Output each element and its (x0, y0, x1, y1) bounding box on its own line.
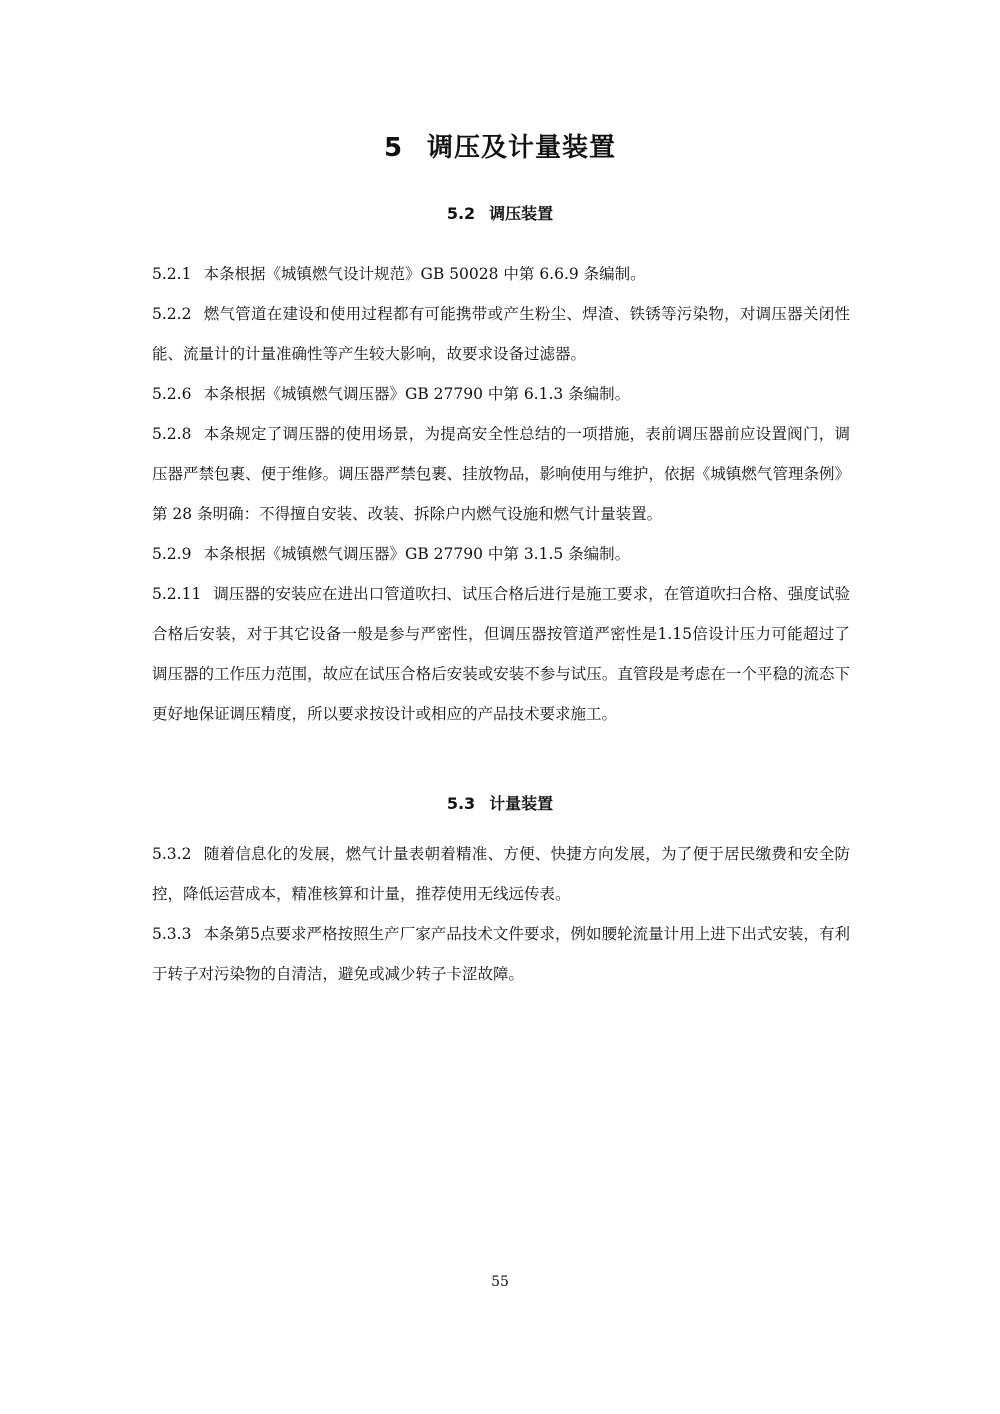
clause-text: 本条根据《城镇燃气调压器》GB 27790 中第 6.1.3 条编制。 (203, 385, 631, 403)
page-number: 55 (491, 1274, 509, 1290)
clause-paragraph (152, 834, 850, 914)
clause-number: 5.2.2 (152, 305, 192, 323)
clause-number: 5.2.1 (152, 265, 192, 283)
chapter-title (0, 128, 1000, 168)
section-title-text: 计量装置 (489, 794, 554, 813)
section-5-2-body (152, 254, 850, 734)
clause-number: 5.2.6 (152, 385, 192, 403)
clause-number: 5.3.2 (152, 845, 192, 863)
clause-paragraph (152, 254, 850, 294)
clause-number: 5.2.11 (152, 585, 202, 603)
section-title-text: 调压装置 (489, 204, 554, 223)
clause-text: 调压器的安装应在进出口管道吹扫、试压合格后进行是施工要求，在管道吹扫合格、强度试验合格后安装，对于其它设备一般是参与严密性，但调压器按管道严密性是1.15倍设计压力可能超过了调压器的工作压力范围，故应在试压合格后安装或安装不参与试压。直管段是考虑在一个平稳的流态下更好地保证调压精度，所以要求按设计或相应的产品技术要求施工。 (152, 585, 850, 723)
clause-paragraph (152, 914, 850, 994)
clause-number: 5.2.8 (152, 425, 192, 443)
clause-paragraph (152, 574, 850, 734)
clause-paragraph (152, 374, 850, 414)
section-heading-5-3 (0, 791, 1000, 817)
clause-paragraph (152, 294, 850, 374)
clause-text: 本条根据《城镇燃气调压器》GB 27790 中第 3.1.5 条编制。 (203, 545, 631, 563)
clause-text: 燃气管道在建设和使用过程都有可能携带或产生粉尘、焊渣、铁锈等污染物，对调压器关闭性能、流量计的计量准确性等产生较大影响，故要求设备过滤器。 (152, 305, 850, 363)
clause-text: 本条规定了调压器的使用场景，为提高安全性总结的一项措施，表前调压器前应设置阀门，调压器严禁包裹、便于维修。调压器严禁包裹、挂放物品，影响使用与维护，依据《城镇燃气管理条例》第 28 条明确：不得擅自安装、改装、拆除户内燃气设施和燃气计量装置。 (152, 425, 850, 523)
chapter-title-text: 调压及计量装置 (427, 133, 617, 163)
section-5-3-body (152, 834, 850, 994)
clause-text: 本条第5点要求严格按照生产厂家产品技术文件要求，例如腰轮流量计用上进下出式安装，有利于转子对污染物的自清洁，避免或减少转子卡涩故障。 (152, 925, 850, 983)
section-number: 5.3 (446, 794, 476, 813)
section-heading-5-2 (0, 201, 1000, 227)
clause-paragraph (152, 414, 850, 534)
clause-number: 5.3.3 (152, 925, 192, 943)
clause-text: 随着信息化的发展，燃气计量表朝着精准、方便、快捷方向发展，为了便于居民缴费和安全防控，降低运营成本，精准核算和计量，推荐使用无线远传表。 (152, 845, 850, 903)
section-number: 5.2 (446, 204, 476, 223)
chapter-number: 5 (383, 133, 404, 163)
clause-number: 5.2.9 (152, 545, 192, 563)
clause-text: 本条根据《城镇燃气设计规范》GB 50028 中第 6.6.9 条编制。 (203, 265, 646, 283)
clause-paragraph (152, 534, 850, 574)
